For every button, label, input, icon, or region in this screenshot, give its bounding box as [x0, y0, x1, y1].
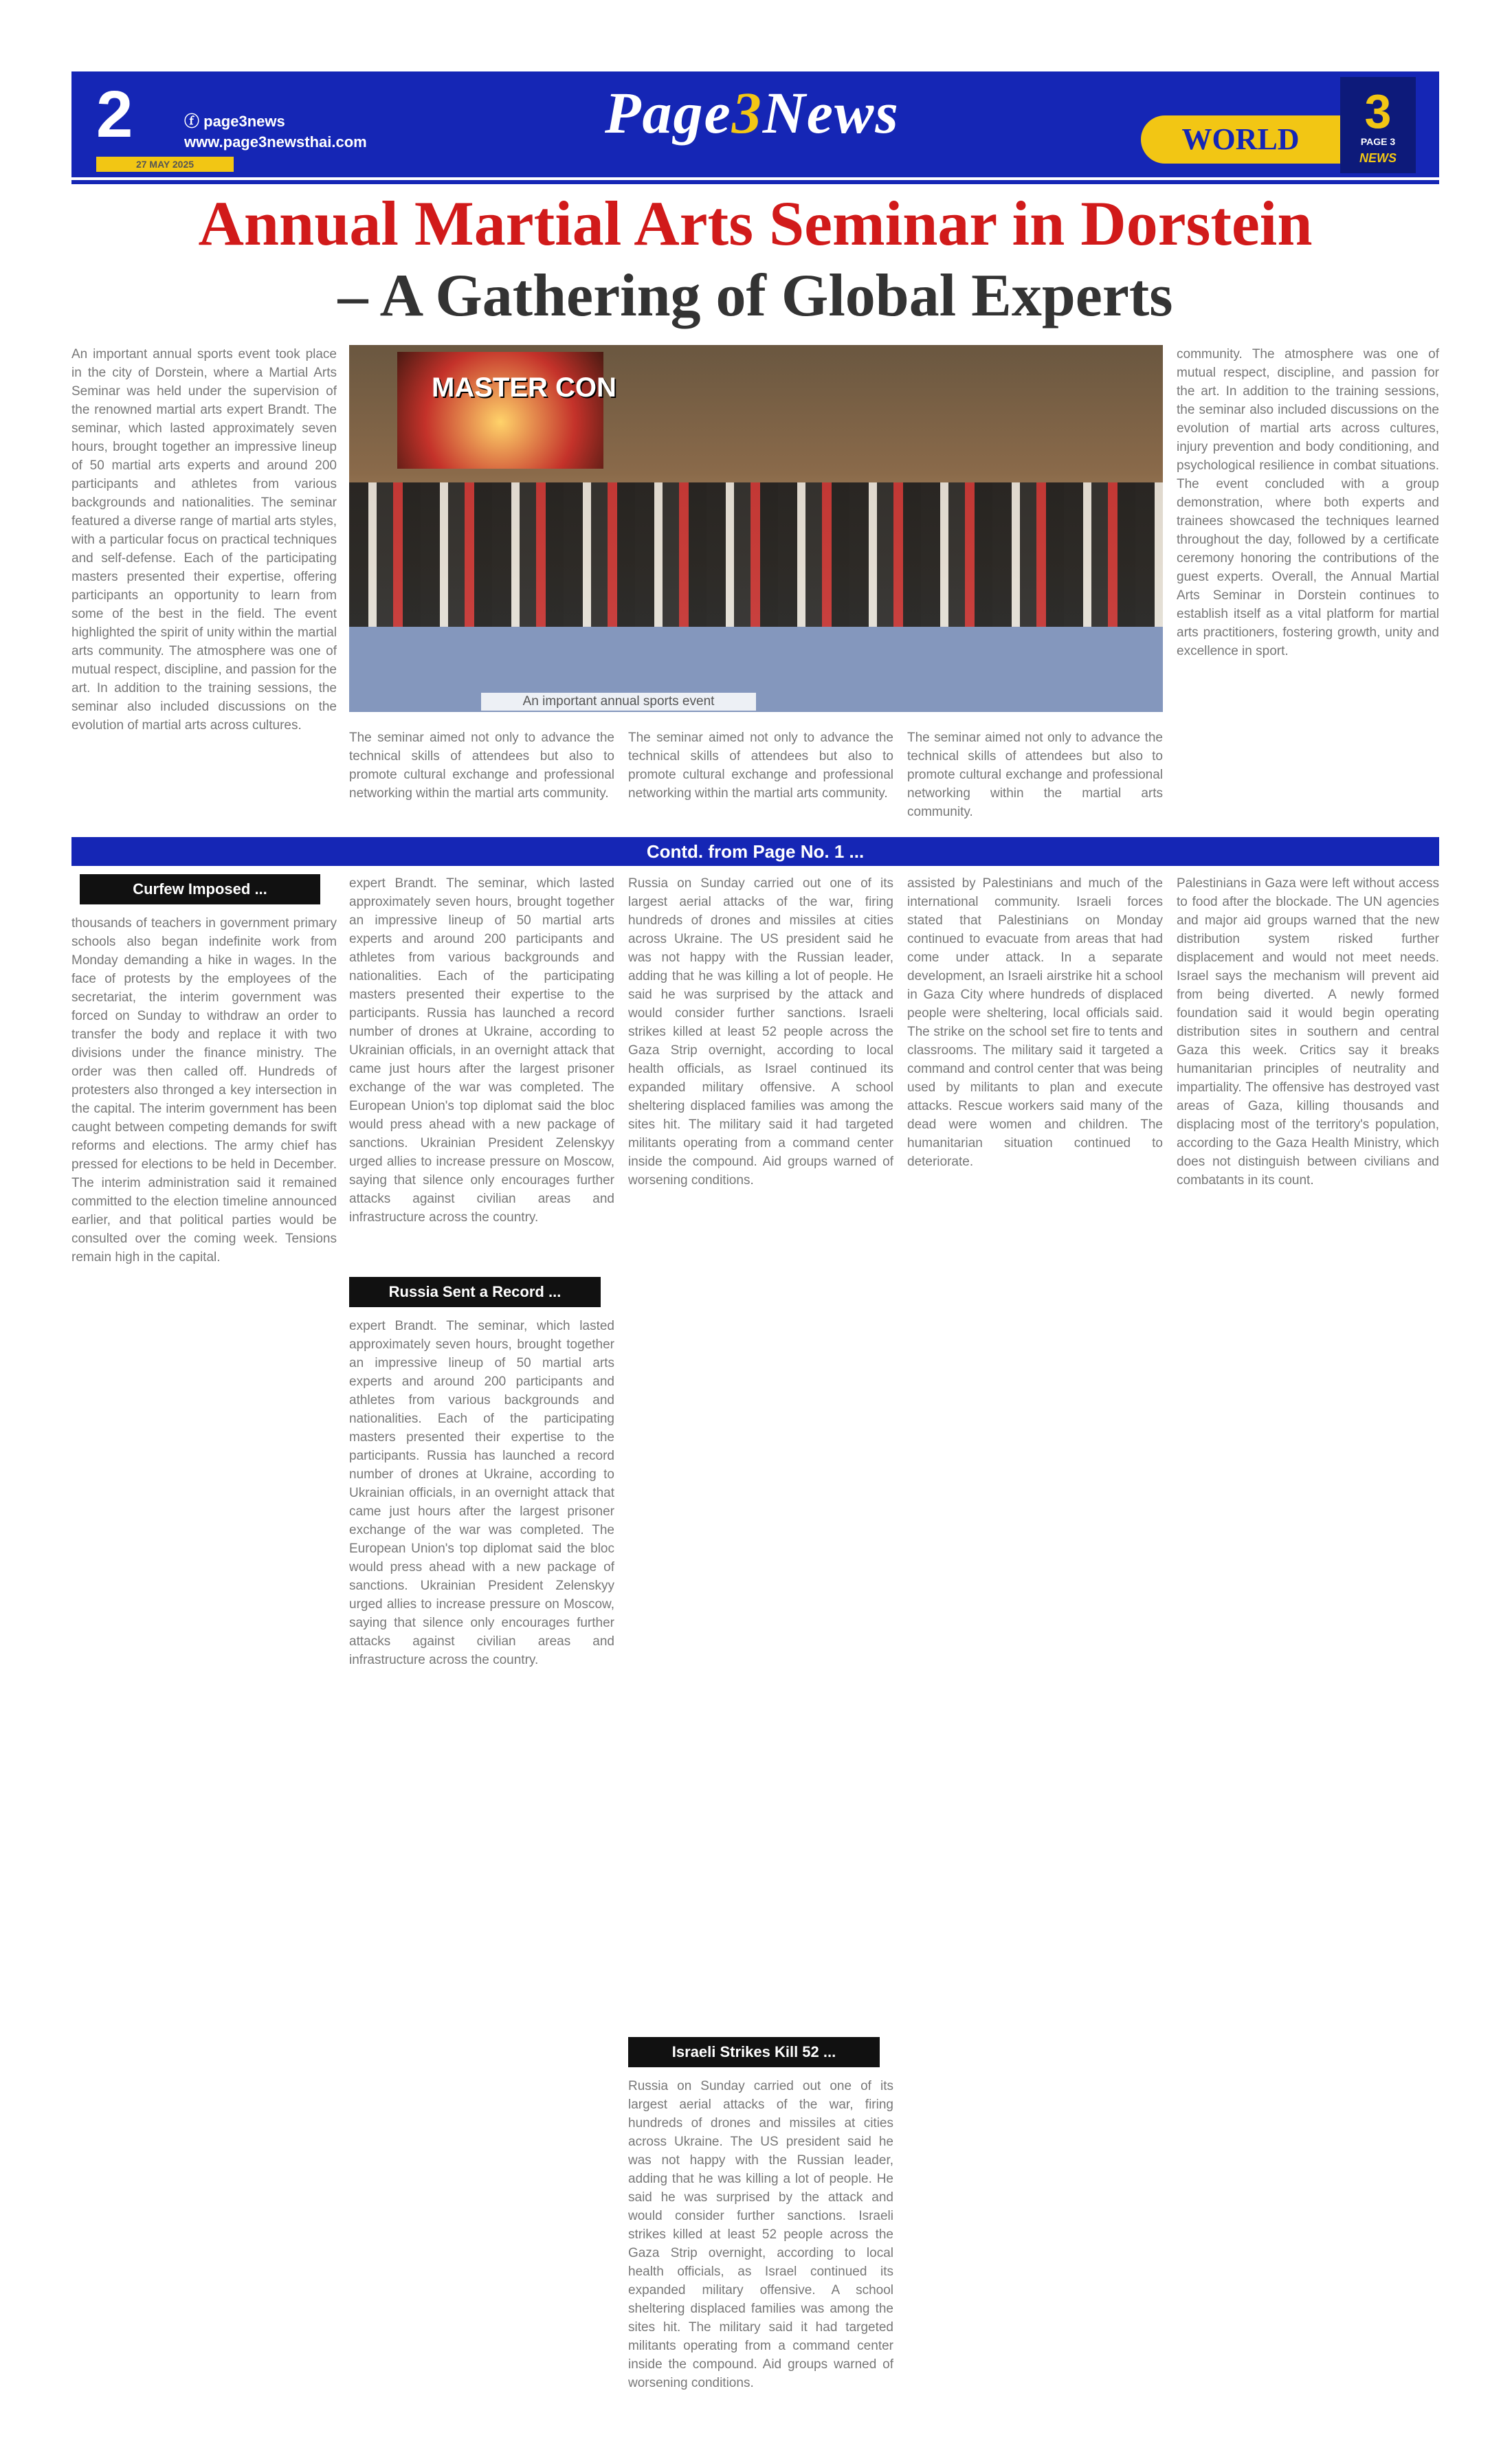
- curfew-label: Curfew Imposed ...: [80, 874, 320, 904]
- issue-date: 27 MAY 2025: [96, 157, 234, 172]
- brand-logo: Page3News: [605, 80, 900, 146]
- lower-column-2b: expert Brandt. The seminar, which lasted approximately seven hours, brought together an impressive lineup of 50 martial arts experts and around 200 participants and athletes from various backgrounds and nationalities. Each of the participating masters presented their expertise to the participants. Russia has launched a record number of drones at Ukraine, according to Ukrainian officials, in an overnight attack that came just hours after the largest prisoner exchange of the war was completed. The European Union's top diplomat said the bloc would press ahead with a new package of sanctions. Ukrainian President Zelenskyy urged allies to increase pressure on Moscow, saying that silence only encourages further attacks against civilian areas and infrastructure across the country.: [349, 1319, 614, 1667]
- badge-number: 3: [1364, 85, 1392, 138]
- participants-crowd: [349, 482, 1163, 627]
- badge-news: NEWS: [1359, 151, 1397, 165]
- article-column-2: The seminar aimed not only to advance the technical skills of attendees but also to promote cultural exchange and professional networking within the martial arts community.: [349, 731, 614, 801]
- header-rule: [71, 180, 1439, 184]
- gym-floor: [349, 627, 1163, 712]
- seminar-group-photo: [349, 345, 1163, 712]
- website-link[interactable]: www.page3newsthai.com: [184, 133, 367, 151]
- social-block: [184, 111, 367, 153]
- article-column-3b: The seminar aimed not only to advance the technical skills of attendees but also to promote cultural exchange and professional networking within the martial arts community.: [907, 731, 1163, 819]
- photo-caption: An important annual sports event: [481, 693, 756, 711]
- russia-label: Russia Sent a Record ...: [349, 1277, 601, 1307]
- social-handle[interactable]: ⓕ page3news: [184, 113, 285, 130]
- banner-text: MASTER CON: [432, 372, 616, 403]
- lower-column-2a: expert Brandt. The seminar, which lasted approximately seven hours, brought together an impressive lineup of 50 martial arts experts and around 200 participants and athletes from various backgrounds and nationalities. Each of the participating masters presented their expertise to the participants. Russia has launched a record number of drones at Ukraine, according to Ukrainian officials, in an overnight attack that came just hours after the largest prisoner exchange of the war was completed. The European Union's top diplomat said the bloc would press ahead with a new package of sanctions. Ukrainian President Zelenskyy urged allies to increase pressure on Moscow, saying that silence only encourages further attacks against civilian areas and infrastructure across the country.: [349, 876, 614, 1225]
- article-column-1: An important annual sports event took place in the city of Dorstein, where a Martial Arts Seminar was held under the supervision of the renowned martial arts expert Brandt. The seminar, which lasted approximately seven hours, brought together an impressive lineup of 50 martial arts experts and around 200 participants and athletes from various backgrounds and nationalities. The seminar featured a diverse range of martial arts styles, with a particular focus on practical techniques and self-defense. Each of the participating masters presented their expertise, offering participants an opportunity to learn from some of the best in the field. The event highlighted the spirit of unity within the martial arts community. The atmosphere was one of mutual respect, discipline, and passion for the art. In addition to the training sessions, the seminar also included discussions on the evolution of martial arts across cultures.: [71, 347, 337, 733]
- lower-column-4: assisted by Palestinians and much of the international community. Israeli forces stated that Palestinians on Monday continued to evacuate from areas that had come under attack. In a separate development, an Israeli airstrike hit a school in Gaza City where hundreds of displaced people were sheltering, local officials said. The strike on the school set fire to tents and classrooms. The military said it targeted a command and control center that was being used by militants to plan and execute attacks. Rescue workers said many of the dead were women and children. The humanitarian situation continued to deteriorate.: [907, 876, 1163, 1169]
- headline: Annual Martial Arts Seminar in Dorstein: [198, 188, 1313, 258]
- lower-column-3a: Russia on Sunday carried out one of its largest aerial attacks of the war, firing hundreds of drones and missiles at cities across Ukraine. The US president said he was not happy with the Russian leader, adding that he was killing a lot of people. He said he was surprised by the attack and would consider further sanctions. Israeli strikes killed at least 52 people across the Gaza Strip overnight, according to local health officials, as Israel continued its expanded military offensive. A school sheltering displaced families was among the sites hit. The military said it had targeted militants operating from a command center inside the compound. Aid groups warned of worsening conditions.: [628, 876, 893, 1188]
- israel-label: Israeli Strikes Kill 52 ...: [628, 2037, 880, 2067]
- facebook-icon: ⓕ: [184, 113, 204, 130]
- section-tab: WORLD: [1141, 115, 1340, 164]
- page-number: 2: [96, 78, 133, 151]
- page3-news-badge: [1340, 77, 1416, 173]
- master-con-banner: [397, 352, 603, 469]
- subheadline: – A Gathering of Global Experts: [337, 263, 1173, 329]
- lower-column-1: thousands of teachers in government primary schools also began indefinite work from Monday demanding a hike in wages. In the face of protests by the employees of the secretariat, the interim government was forced on Sunday to withdraw an order to transfer the body and replace it with two divisions under the finance ministry. The order was then called off. Hundreds of protesters also thronged a key intersection in the capital. The interim government has been caught between competing demands for swift reforms and elections. The army chief has pressed for elections to be held in December. The interim administration said it remained committed to the election timeline announced earlier, and that political parties would be consulted over the coming week. Tensions remain high in the capital.: [71, 916, 337, 1265]
- badge-text: PAGE 3: [1360, 136, 1396, 147]
- lower-column-3b: Russia on Sunday carried out one of its largest aerial attacks of the war, firing hundreds of drones and missiles at cities across Ukraine. The US president said he was not happy with the Russian leader, adding that he was killing a lot of people. He said he was surprised by the attack and would consider further sanctions. Israeli strikes killed at least 52 people across the Gaza Strip overnight, according to local health officials, as Israel continued its expanded military offensive. A school sheltering displaced families was among the sites hit. The military said it had targeted militants operating from a command center inside the compound. Aid groups warned of worsening conditions.: [628, 2079, 893, 2390]
- lower-column-5: Palestinians in Gaza were left without access to food after the blockade. The UN agencies and major aid groups warned that the new distribution system risked further displacement and would not meet needs. Israel says the mechanism will prevent aid from being diverted. A newly formed foundation said it would begin operating distribution sites in southern and central Gaza this week. Critics say it breaks humanitarian principles of neutrality and impartiality. The offensive has destroyed vast areas of Gaza, killing thousands and displacing most of the territory's population, according to the Gaza Health Ministry, which does not distinguish between civilians and combatants in its count.: [1177, 876, 1439, 1188]
- article-column-3: The seminar aimed not only to advance the technical skills of attendees but also to promote cultural exchange and professional networking within the martial arts community.: [628, 731, 893, 801]
- article-column-4: community. The atmosphere was one of mutual respect, discipline, and passion for the art. In addition to the training sessions, the seminar also included discussions on the evolution of martial arts across cultures, injury prevention and body conditioning, and psychological resilience in combat situations. The event concluded with a group demonstration, where both experts and trainees showcased the techniques learned throughout the day, followed by a certificate ceremony honoring the contributions of the guest experts. Overall, the Annual Martial Arts Seminar in Dorstein continues to establish itself as a vital platform for martial arts practitioners, fostering growth, unity and excellence in sport.: [1177, 347, 1439, 658]
- continued-banner: Contd. from Page No. 1 ...: [71, 837, 1439, 866]
